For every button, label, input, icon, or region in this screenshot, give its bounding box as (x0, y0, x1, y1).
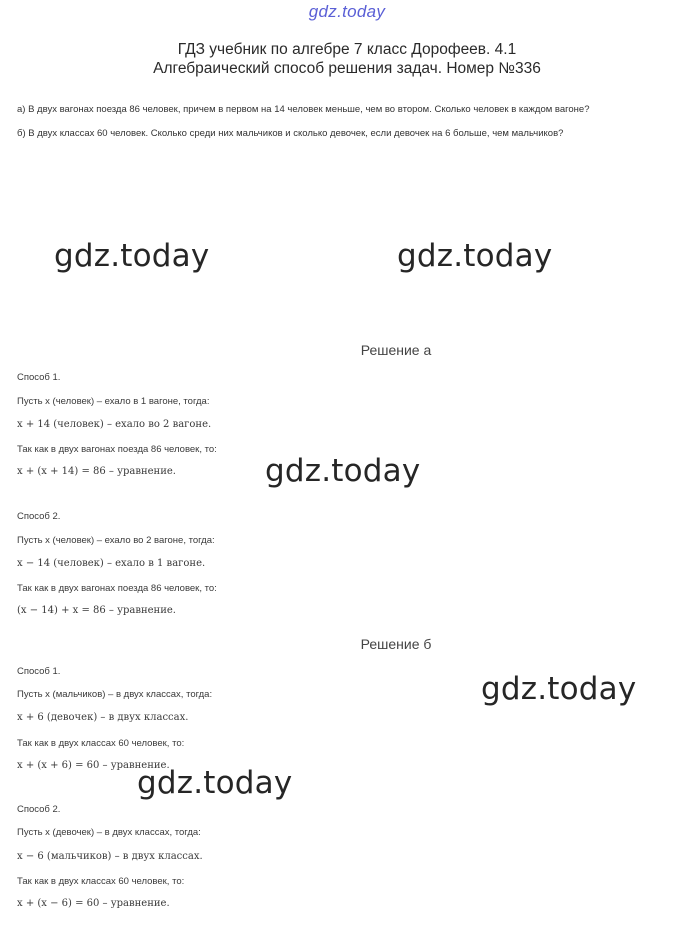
watermark-logo: gdz.today (265, 453, 421, 489)
solution-b-method1-line: x + (x + 6) = 60 – уравнение. (17, 760, 170, 771)
solution-b-method2-line: x − 6 (мальчиков) – в двух классах. (17, 851, 203, 862)
solution-a-method1-line: x + (x + 14) = 86 – уравнение. (17, 466, 176, 477)
solution-a-method2-line: x − 14 (человек) – ехало в 1 вагоне. (17, 558, 206, 569)
solution-a-method1-line: Пусть x (человек) – ехало в 1 вагоне, тогда: (17, 396, 210, 407)
watermark-logo: gdz.today (481, 671, 637, 707)
solution-b-method1-line: Пусть x (мальчиков) – в двух классах, тогда: (17, 689, 213, 700)
solution-a-method2-line: Так как в двух вагонах поезда 86 человек, то: (17, 583, 217, 594)
solution-b-method2-line: Пусть x (девочек) – в двух классах, тогда: (17, 827, 201, 838)
solution-a-method1-line: Способ 1. (17, 372, 61, 383)
solution-b-method1-line: Так как в двух классах 60 человек, то: (17, 738, 185, 749)
solution-b-method1-line: Способ 1. (17, 666, 61, 677)
solution-b-method1-line: x + 6 (девочек) – в двух классах. (17, 712, 189, 723)
page-title-line-1: ГДЗ учебник по алгебре 7 класс Дорофеев. 4.1 (177, 41, 517, 58)
solution-a-method1-line: x + 14 (человек) – ехало во 2 вагоне. (17, 419, 212, 430)
site-link[interactable]: gdz.today (308, 2, 386, 21)
task-b-text: б) В двух классах 60 человек. Сколько среди них мальчиков и сколько девочек, если девочек на 6 больше, чем мальчиков? (17, 128, 564, 139)
task-a-text: а) В двух вагонах поезда 86 человек, причем в первом на 14 человек меньше, чем во втором. Сколько человек в каждом вагоне? (17, 104, 590, 115)
solution-a-method2-line: Пусть x (человек) – ехало во 2 вагоне, тогда: (17, 535, 215, 546)
solution-b-method2-line: Способ 2. (17, 804, 61, 815)
solution-a-method2-line: Способ 2. (17, 511, 61, 522)
watermark-logo: gdz.today (137, 765, 293, 801)
page-title-line-2: Алгебраический способ решения задач. Номер №336 (153, 60, 541, 77)
solution-a-method1-line: Так как в двух вагонах поезда 86 человек, то: (17, 444, 217, 455)
solution-b-method2-line: Так как в двух классах 60 человек, то: (17, 876, 185, 887)
watermark-logo: gdz.today (54, 238, 210, 274)
solution-a-method2-line: (x − 14) + x = 86 – уравнение. (17, 605, 176, 616)
solution-b-method2-line: x + (x − 6) = 60 – уравнение. (17, 898, 170, 909)
watermark-logo: gdz.today (397, 238, 553, 274)
solution-b-heading: Решение б (360, 636, 432, 652)
solution-a-heading: Решение а (360, 342, 432, 358)
